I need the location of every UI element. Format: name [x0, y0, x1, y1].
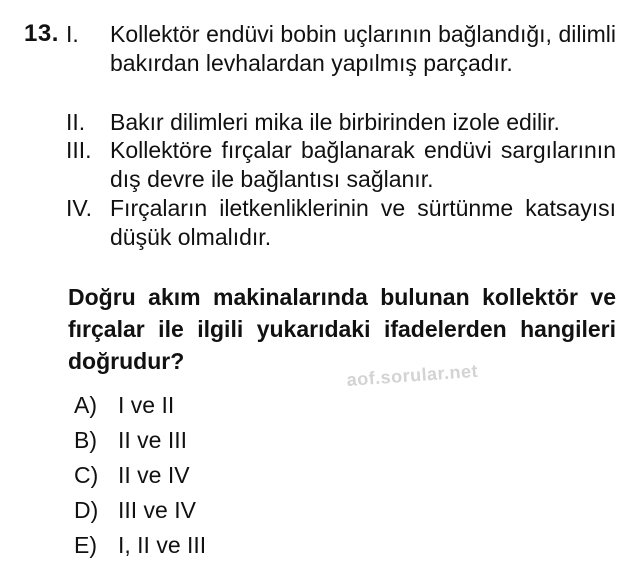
- statement-1: [66, 20, 616, 78]
- question-prompt: Doğru akım makinalarında bulunan kollektör ve fırçalar ile ilgili yukarıdaki ifadelerden hangileri doğrudur?: [68, 284, 616, 374]
- statement-2-text: Bakır dilimleri mika ile birbirinden izole edilir.: [110, 109, 560, 135]
- watermark: aof.sorular.net: [346, 360, 479, 390]
- statement-3-text: Kollektöre fırçalar bağlanarak endüvi sargılarının dış devre ile bağlantısı sağlanır.: [110, 137, 616, 192]
- option-c-text: II ve IV: [118, 462, 190, 488]
- statement-3-numeral: III.: [66, 137, 92, 163]
- statement-4-text: Fırçaların iletkenliklerinin ve sürtünme katsayısı düşük olmalıdır.: [110, 195, 616, 250]
- option-c-letter: C): [74, 462, 99, 488]
- statement-1-text: Kollektör endüvi bobin uçlarının bağlandığı, dilimli bakırdan levhalardan yapılmış parçadır.: [110, 21, 616, 76]
- question-number: 13.: [24, 20, 59, 47]
- statement-3: [66, 136, 616, 194]
- statement-2-numeral: II.: [66, 109, 86, 135]
- option-a-letter: A): [74, 392, 97, 418]
- option-e-letter: E): [74, 532, 97, 558]
- option-e-text: I, II ve III: [118, 532, 207, 558]
- option-d-letter: D): [74, 497, 99, 523]
- option-b-text: II ve III: [118, 427, 188, 453]
- statement-2: [66, 108, 616, 137]
- option-b-letter: B): [74, 427, 97, 453]
- option-a-text: I ve II: [118, 392, 175, 418]
- statement-4-numeral: IV.: [66, 195, 93, 221]
- option-d-text: III ve IV: [118, 497, 196, 523]
- statement-1-numeral: I.: [66, 21, 79, 47]
- statement-4: [66, 194, 616, 252]
